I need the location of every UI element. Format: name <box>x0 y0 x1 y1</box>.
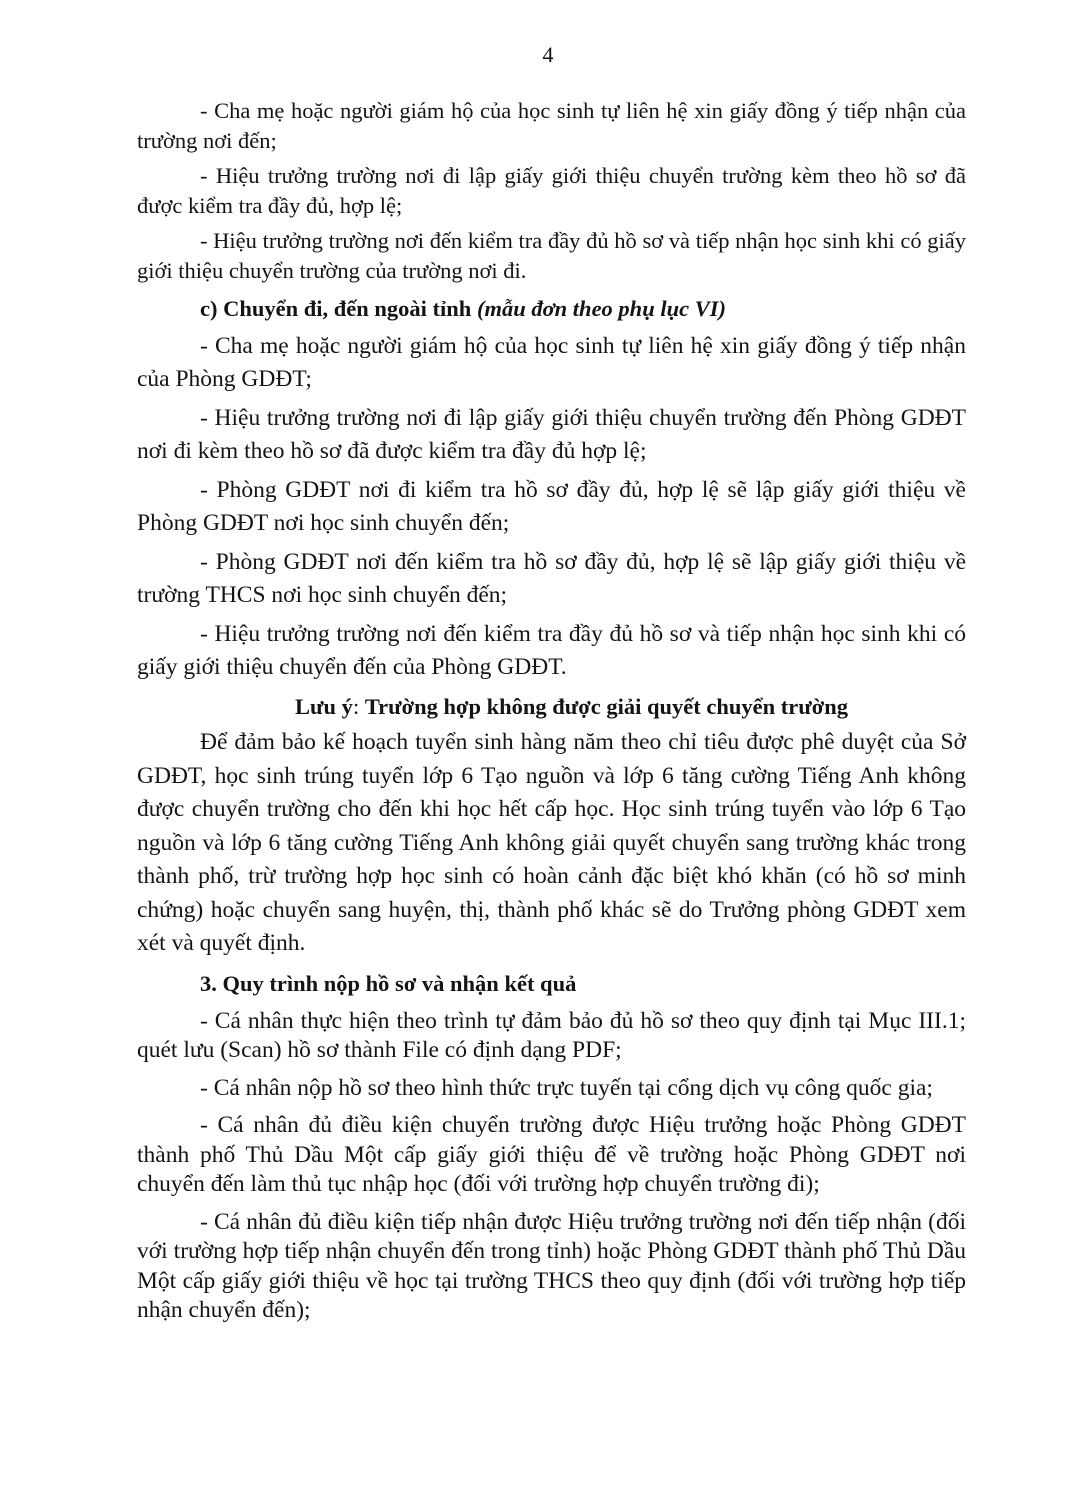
document-body <box>137 96 966 1326</box>
paragraph-b-1: - Cha mẹ hoặc người giám hộ của học sinh tự liên hệ xin giấy đồng ý tiếp nhận của trường nơi đến; <box>137 98 966 153</box>
paragraph-c-4: - Phòng GDĐT nơi đến kiểm tra hồ sơ đầy đủ, hợp lệ sẽ lập giấy giới thiệu về trường THCS nơi học sinh chuyển đến; <box>137 549 966 608</box>
section-c-heading <box>137 294 966 324</box>
page-number: 4 <box>542 42 554 67</box>
paragraph-b-2: - Hiệu trưởng trường nơi đi lập giấy giới thiệu chuyển trường kèm theo hồ sơ đã được kiểm tra đầy đủ, hợp lệ; <box>137 163 966 218</box>
paragraph-b-3: - Hiệu trưởng trường nơi đến kiểm tra đầy đủ hồ sơ và tiếp nhận học sinh khi có giấy giới thiệu chuyển trường của trường nơi đi. <box>137 228 966 283</box>
section-3-heading: 3. Quy trình nộp hồ sơ và nhận kết quả <box>200 970 577 996</box>
note-body: Để đảm bảo kế hoạch tuyển sinh hàng năm theo chỉ tiêu được phê duyệt của Sở GDĐT, học sinh trúng tuyển lớp 6 Tạo nguồn và lớp 6 tăng cường Tiếng Anh không được chuyển trường cho đến khi học hết cấp học. Học sinh trúng tuyển vào lớp 6 Tạo nguồn và lớp 6 tăng cường Tiếng Anh không giải quyết chuyển sang trường khác trong thành phố, trừ trường hợp học sinh có hoàn cảnh đặc biệt khó khăn (có hồ sơ minh chứng) hoặc chuyển sang huyện, thị, thành phố khác sẽ do Trưởng phòng GDĐT xem xét và quyết định. <box>137 729 966 956</box>
section-c-note: (mẫu đơn theo phụ lục VI) <box>476 296 726 321</box>
paragraph-c-1: - Cha mẹ hoặc người giám hộ của học sinh tự liên hệ xin giấy đồng ý tiếp nhận của Phòng GDĐT; <box>137 333 966 392</box>
note-colon: : <box>352 694 365 719</box>
note-heading <box>137 692 966 722</box>
section-c-label: c) Chuyển đi, đến ngoài tỉnh <box>200 296 477 321</box>
paragraph-3-3: - Cá nhân đủ điều kiện chuyển trường được Hiệu trưởng hoặc Phòng GDĐT thành phố Thủ Dầu Một cấp giấy giới thiệu để về trường hoặc Phòng GDĐT nơi chuyển đến làm thủ tục nhập học (đối với trường hợp chuyển trường đi); <box>137 1112 966 1197</box>
paragraph-c-5: - Hiệu trưởng trường nơi đến kiểm tra đầy đủ hồ sơ và tiếp nhận học sinh khi có giấy giới thiệu chuyển đến của Phòng GDĐT. <box>137 621 966 680</box>
paragraph-3-1: - Cá nhân thực hiện theo trình tự đảm bảo đủ hồ sơ theo quy định tại Mục III.1; quét lưu (Scan) hồ sơ thành File có định dạng PDF; <box>137 1007 966 1063</box>
paragraph-3-4: - Cá nhân đủ điều kiện tiếp nhận được Hiệu trưởng trường nơi đến tiếp nhận (đối với trường hợp tiếp nhận chuyển đến trong tỉnh) hoặc Phòng GDĐT thành phố Thủ Dầu Một cấp giấy giới thiệu về học tại trường THCS theo quy định (đối với trường hợp tiếp nhận chuyển đến); <box>137 1208 966 1323</box>
note-label: Lưu ý <box>295 694 353 719</box>
paragraph-c-3: - Phòng GDĐT nơi đi kiểm tra hồ sơ đầy đủ, hợp lệ sẽ lập giấy giới thiệu về Phòng GDĐT nơi học sinh chuyển đến; <box>137 477 966 536</box>
note-title: Trường hợp không được giải quyết chuyển trường <box>364 694 848 719</box>
paragraph-c-2: - Hiệu trưởng trường nơi đi lập giấy giới thiệu chuyển trường đến Phòng GDĐT nơi đi kèm theo hồ sơ đã được kiểm tra đầy đủ hợp lệ; <box>137 405 966 464</box>
paragraph-3-2: - Cá nhân nộp hồ sơ theo hình thức trực tuyến tại cổng dịch vụ công quốc gia; <box>200 1074 933 1101</box>
